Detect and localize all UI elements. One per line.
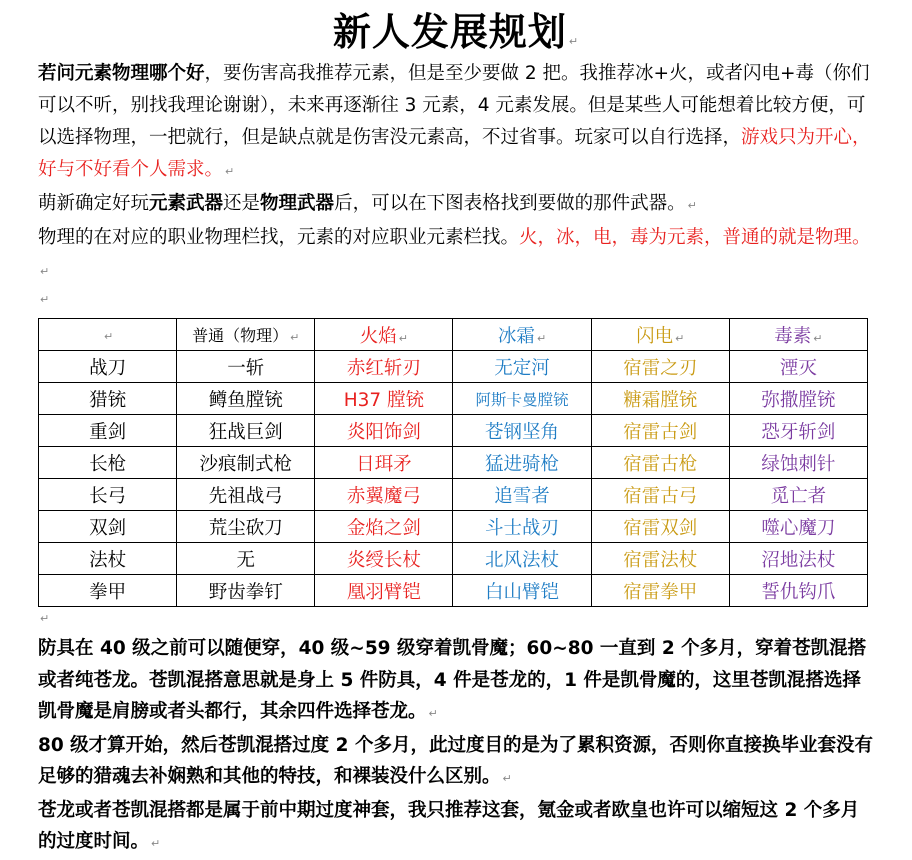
table-row bbox=[39, 575, 868, 607]
poison-cell: 湮灭 bbox=[729, 351, 867, 383]
empty-line bbox=[38, 607, 874, 633]
thunder-cell: 宿雷法杖 bbox=[591, 543, 729, 575]
paragraph-mark-icon: ↵ bbox=[151, 837, 161, 850]
thunder-cell: 宿雷之刃 bbox=[591, 351, 729, 383]
armor-paragraph-3 bbox=[38, 795, 874, 860]
paragraph-mark-icon: ↵ bbox=[687, 199, 697, 212]
fire-cell: 日珥矛 bbox=[315, 447, 453, 479]
cell-mark-icon: ↵ bbox=[813, 331, 823, 345]
physical-cell: 野齿拳钉 bbox=[177, 575, 315, 607]
fire-cell: 凰羽臂铠 bbox=[315, 575, 453, 607]
cell-mark-icon: ↵ bbox=[103, 330, 114, 343]
table-row bbox=[39, 447, 868, 479]
armor-section bbox=[38, 633, 874, 860]
cell-mark-icon: ↵ bbox=[675, 331, 685, 345]
fire-cell: 炎绶长杖 bbox=[315, 543, 453, 575]
table-row bbox=[39, 511, 868, 543]
class-cell: 猎铳 bbox=[39, 383, 177, 415]
p3-red-note: 火，冰，电，毒为元素，普通的就是物理。 bbox=[519, 227, 871, 248]
ice-cell: 苍钢坚角 bbox=[453, 415, 591, 447]
physical-cell: 无 bbox=[177, 543, 315, 575]
p3-text: 物理的在对应的职业物理栏找，元素的对应职业元素栏找。 bbox=[38, 227, 520, 248]
ice-cell: 白山臂铠 bbox=[453, 575, 591, 607]
header-cell-physical: 普通（物理） ↵ bbox=[177, 319, 315, 351]
cell-mark-icon: ↵ bbox=[290, 331, 300, 344]
physical-cell: 一斩 bbox=[177, 351, 315, 383]
table-row bbox=[39, 383, 868, 415]
ice-cell: 斗士战刃 bbox=[453, 511, 591, 543]
ice-cell: 北风法杖 bbox=[453, 543, 591, 575]
intro-paragraph-1 bbox=[38, 58, 874, 188]
class-cell: 战刀 bbox=[39, 351, 177, 383]
thunder-cell: 宿雷古弓 bbox=[591, 479, 729, 511]
class-cell: 长枪 bbox=[39, 447, 177, 479]
empty-line bbox=[38, 288, 874, 314]
armor-text-2: 80 级才算开始，然后苍凯混搭过度 2 个多月，此过度目的是为了累积资源，否则你直接换毕业套没有足够的猎魂去补娴熟和其他的特技，和裸装没什么区别。 bbox=[38, 734, 873, 787]
paragraph-mark-icon: ↵ bbox=[40, 265, 50, 278]
cell-mark-icon: ↵ bbox=[398, 331, 408, 345]
paragraph-mark-icon: ↵ bbox=[428, 707, 438, 720]
class-cell: 长弓 bbox=[39, 479, 177, 511]
armor-paragraph-2 bbox=[38, 730, 874, 795]
poison-cell: 觅亡者 bbox=[729, 479, 867, 511]
physical-cell: 沙痕制式枪 bbox=[177, 447, 315, 479]
class-cell: 重剑 bbox=[39, 415, 177, 447]
intro-paragraph-2 bbox=[38, 188, 874, 222]
table-row bbox=[39, 479, 868, 511]
class-cell: 拳甲 bbox=[39, 575, 177, 607]
weapon-table bbox=[38, 318, 868, 607]
p2-text-a: 萌新确定好玩 bbox=[38, 193, 150, 214]
p2-text-d: 后，可以在下图表格找到要做的那件武器。 bbox=[334, 193, 686, 214]
table-row bbox=[39, 415, 868, 447]
paragraph-mark-icon: ↵ bbox=[225, 165, 235, 178]
ice-cell: 猛进骑枪 bbox=[453, 447, 591, 479]
poison-cell: 恐牙斩剑 bbox=[729, 415, 867, 447]
thunder-cell: 宿雷拳甲 bbox=[591, 575, 729, 607]
fire-cell: 赤翼魔弓 bbox=[315, 479, 453, 511]
paragraph-mark-icon: ↵ bbox=[40, 293, 50, 306]
p2-physical-weapon: 物理武器 bbox=[260, 193, 335, 214]
intro-question: 若问元素物理哪个好 bbox=[38, 63, 205, 84]
thunder-cell: 宿雷双剑 bbox=[591, 511, 729, 543]
physical-cell: 狂战巨剑 bbox=[177, 415, 315, 447]
document-page bbox=[38, 0, 874, 860]
ice-cell: 追雪者 bbox=[453, 479, 591, 511]
p2-element-weapon: 元素武器 bbox=[149, 193, 224, 214]
physical-cell: 先祖战弓 bbox=[177, 479, 315, 511]
armor-paragraph-1 bbox=[38, 633, 874, 730]
header-cell-fire: 火焰 ↵ bbox=[315, 319, 453, 351]
ice-cell: 无定河 bbox=[453, 351, 591, 383]
armor-text-1: 防具在 40 级之前可以随便穿，40 级~59 级穿着凯骨魔；60~80 一直到 2 个多月，穿着苍凯混搭或者纯苍龙。苍凯混搭意思就是身上 5 件防具，4 件是苍龙的，1 件是凯骨魔的，这里苍凯混搭选择凯骨魔是肩膀或者头都行，其余四件选择苍龙。 bbox=[38, 638, 867, 722]
poison-cell: 弥撒膛铳 bbox=[729, 383, 867, 415]
page-title bbox=[38, 0, 874, 58]
table-row bbox=[39, 543, 868, 575]
physical-cell: 荒尘砍刀 bbox=[177, 511, 315, 543]
header-cell-poison: 毒素 ↵ bbox=[729, 319, 867, 351]
table-header-row bbox=[39, 319, 868, 351]
title-text: 新人发展规划 bbox=[332, 10, 567, 54]
paragraph-mark-icon: ↵ bbox=[568, 35, 580, 48]
armor-text-3: 苍龙或者苍凯混搭都是属于前中期过度神套，我只推荐这套，氪金或者欧皇也许可以缩短这 2 个多月的过度时间。 bbox=[38, 799, 860, 852]
p2-text-c: 还是 bbox=[223, 193, 261, 214]
intro-paragraph-3 bbox=[38, 222, 874, 288]
paragraph-mark-icon: ↵ bbox=[502, 772, 512, 785]
ice-cell: 阿斯卡曼膛铳 bbox=[453, 383, 591, 415]
physical-cell: 鳟鱼膛铳 bbox=[177, 383, 315, 415]
poison-cell: 噬心魔刀 bbox=[729, 511, 867, 543]
poison-cell: 沼地法杖 bbox=[729, 543, 867, 575]
class-cell: 法杖 bbox=[39, 543, 177, 575]
class-cell: 双剑 bbox=[39, 511, 177, 543]
paragraph-mark-icon: ↵ bbox=[40, 612, 50, 625]
thunder-cell: 宿雷古剑 bbox=[591, 415, 729, 447]
intro-body: ，要伤害高我推荐元素，但是至少要做 2 把。我推荐冰+火，或者闪电+毒（你们可以不听，别找我理论谢谢），未来再逐渐往 3 元素，4 元素发展。但是某些人可能想着比较方便，可以选择物理，一把就行，但是缺点就是伤害没元素高，不过省事。玩家可以自行选择， bbox=[38, 63, 870, 148]
header-cell-empty bbox=[39, 319, 177, 351]
poison-cell: 誓仇钩爪 bbox=[729, 575, 867, 607]
thunder-cell: 宿雷古枪 bbox=[591, 447, 729, 479]
intro-red-note: 游戏只为开心，好与不好看个人需求。 bbox=[38, 127, 871, 180]
fire-cell: H37 膛铳 bbox=[315, 383, 453, 415]
cell-mark-icon: ↵ bbox=[536, 331, 547, 345]
fire-cell: 金焰之剑 bbox=[315, 511, 453, 543]
thunder-cell: 糖霜膛铳 bbox=[591, 383, 729, 415]
header-cell-ice: 冰霜 ↵ bbox=[453, 319, 591, 351]
fire-cell: 炎阳饰剑 bbox=[315, 415, 453, 447]
poison-cell: 绿蚀刺针 bbox=[729, 447, 867, 479]
fire-cell: 赤红斩刃 bbox=[315, 351, 453, 383]
header-cell-thunder: 闪电 ↵ bbox=[591, 319, 729, 351]
table-row bbox=[39, 351, 868, 383]
